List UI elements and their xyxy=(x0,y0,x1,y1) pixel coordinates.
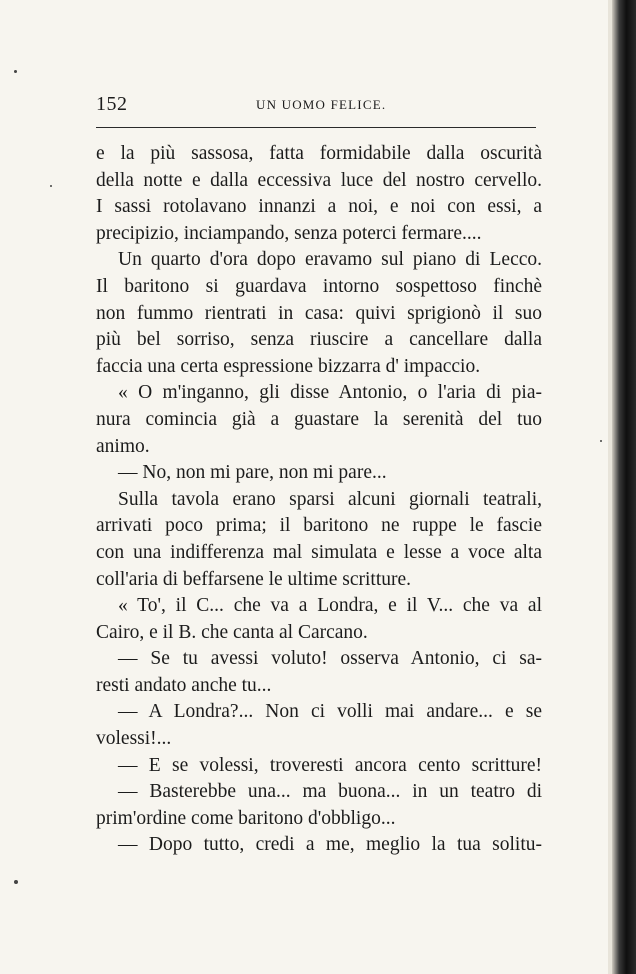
text-line: — A Londra?... Non ci volli mai andare... e se xyxy=(118,701,542,723)
text-line: Cairo, e il B. che canta al Carcano. xyxy=(96,621,368,643)
running-title: UN UOMO FELICE. xyxy=(256,97,387,112)
text-line: e la più sassosa, fatta formidabile dalla oscurità xyxy=(96,143,542,164)
body-text xyxy=(96,141,542,859)
text-line: Sulla tavola erano sparsi alcuni giornali teatrali, xyxy=(118,488,542,510)
text-line: — No, non mi pare, non mi pare... xyxy=(118,462,387,484)
text-line: I sassi rotolavano innanzi a noi, e noi con essi, a xyxy=(96,196,542,218)
text-line: « To', il C... che va a Londra, e il V... che va al xyxy=(118,595,542,617)
text-line: faccia una certa espressione bizzarra d' impaccio. xyxy=(96,355,481,377)
header-rule xyxy=(96,127,536,128)
text-line: più bel sorriso, senza riuscire a cancellare dalla xyxy=(96,329,542,351)
text-line: prim'ordine come baritono d'obbligo... xyxy=(96,807,396,829)
scan-speck xyxy=(14,70,17,73)
text-line: — E se volessi, troveresti ancora cento scritture! xyxy=(118,754,542,776)
text-line: « O m'inganno, gli disse Antonio, o l'aria di pia- xyxy=(118,382,542,404)
text-line: animo. xyxy=(96,435,150,457)
scan-speck xyxy=(14,880,18,884)
binding-shadow xyxy=(612,0,636,974)
text-line: della notte e dalla eccessiva luce del nostro cervello. xyxy=(96,169,542,191)
text-line: resti andato anche tu... xyxy=(96,674,272,696)
text-line: volessi!... xyxy=(96,728,172,750)
scan-speck xyxy=(600,440,602,442)
text-line: — Dopo tutto, credi a me, meglio la tua solitu- xyxy=(118,834,542,856)
text-line: nura comincia già a guastare la serenità del tuo xyxy=(96,408,542,430)
text-line: arrivati poco prima; il baritono ne ruppe le fascie xyxy=(96,515,542,537)
text-line: precipizio, inciampando, senza poterci fermare.... xyxy=(96,222,482,244)
scan-speck xyxy=(50,185,52,187)
running-head xyxy=(96,93,534,115)
text-line: — Se tu avessi voluto! osserva Antonio, ci sa- xyxy=(118,648,542,670)
text-line: — Basterebbe una... ma buona... in un teatro di xyxy=(118,781,542,803)
text-line: coll'aria di beffarsene le ultime scritture. xyxy=(96,568,412,590)
text-line: non fummo rientrati in casa: quivi sprigionò il suo xyxy=(96,302,542,324)
text-line: Il baritono si guardava intorno sospettoso finchè xyxy=(96,275,542,297)
text-line: con una indifferenza mal simulata e lesse a voce alta xyxy=(96,541,542,563)
page-number: 152 xyxy=(96,93,128,115)
text-line: Un quarto d'ora dopo eravamo sul piano di Lecco. xyxy=(118,249,542,271)
